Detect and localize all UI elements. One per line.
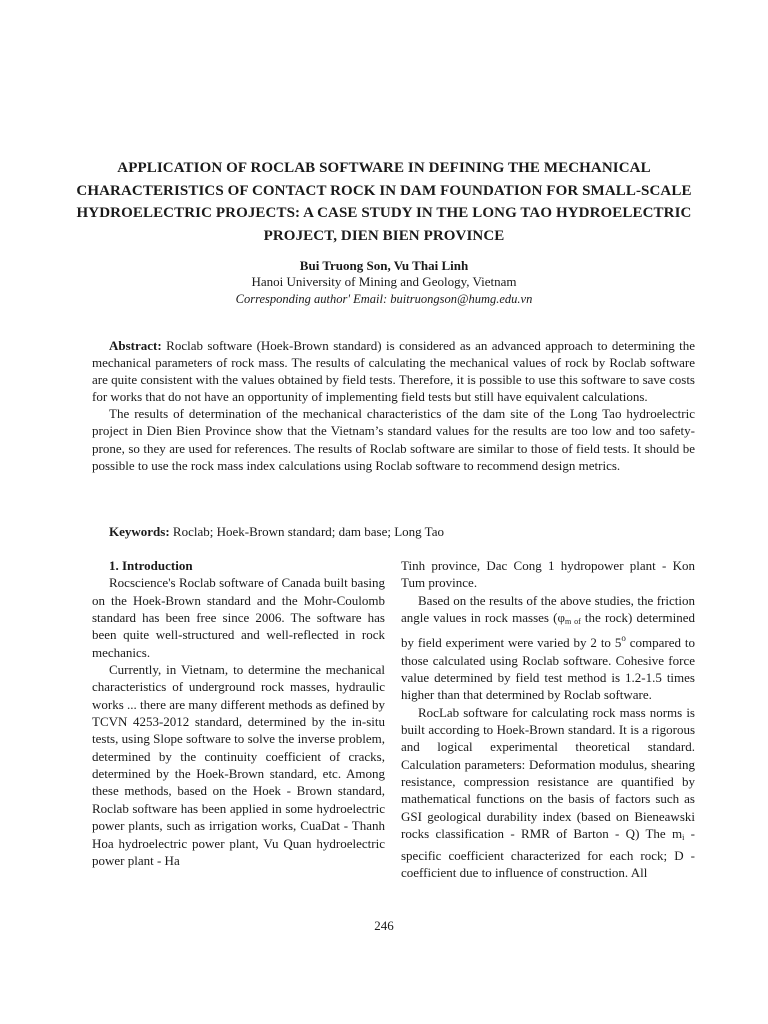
body-column-right: [401, 557, 695, 881]
paper-title: APPLICATION OF ROCLAB SOFTWARE IN DEFINING THE MECHANICAL CHARACTERISTICS OF CONTACT ROCK IN DAM FOUNDATION FOR SMALL-SCALE HYDROELECTRIC PROJECTS: A CASE STUDY IN THE LONG TAO HYDROELECTRIC PROJECT, DIEN BIEN PROVINCE: [76, 160, 692, 244]
body-paragraph: Currently, in Vietnam, to determine the mechanical characteristics of underground rock masses, hydraulic works ... there are many different methods as defined by TCVN 4253-2012 standard, determined by the in-situ tests, using Slope software to solve the inverse problem, determined by the continuity coefficient of cracks, determined by the Hoek-Brown standard, etc. Among these methods, based on the Hoek - Brown standard, Roclab software has been applied in some hydroelectric power plants, such as irrigation works, CuaDat - Thanh Hoa hydroelectric power plant, Vu Quan hydroelectric power plant - Ha: [92, 662, 385, 868]
abstract-paragraph-1: [92, 337, 695, 405]
abstract-text-1: Roclab software (Hoek-Brown standard) is considered as an advanced approach to determining the mechanical parameters of rock mass. The results of calculating the mechanical values of rock by Roclab software are quite consistent with the values obtained by field tests. Therefore, it is possible to use this software to save costs for works that do not have an opportunity of implementing field tests but still have equivalent calculations.: [92, 338, 695, 405]
subscript: m of: [564, 617, 581, 627]
text-run: 5: [614, 635, 622, 651]
degree-superscript: o: [621, 633, 626, 644]
text-run: - specific coefficient characterized for each rock; D - coefficient due to influence of construction. All: [401, 826, 695, 880]
section-heading-introduction: 1. Introduction: [109, 558, 193, 573]
text-run: RocLab software for calculating rock mass norms is built according to Hoek-Brown standard. It is a rigorous and logical experimental theoretical standard. Calculation parameters: Deformation modulus, shearing resistance, compression resistance are quantified by mathematical functions on the basis of factors such as GSI geological durability index (based on Bieneawski rocks classification - RMR of Barton - Q) The m: [401, 704, 695, 842]
abstract: [92, 337, 695, 474]
body-paragraph: [401, 592, 695, 704]
paper-affiliation: Hanoi University of Mining and Geology, Vietnam: [251, 274, 517, 289]
keywords: [92, 523, 695, 540]
body-column-left: [92, 557, 385, 869]
body-paragraph: [401, 704, 695, 881]
subscript: i: [682, 833, 685, 843]
body-paragraph: Tinh province, Dac Cong 1 hydropower plant - Kon Tum province.: [401, 558, 695, 591]
text-run: compared to those calculated using Roclab software. Cohesive force value determined by field test method is 1.2-1.5 times higher than that determined by Roclab software.: [401, 635, 695, 703]
text-run: the rock) determined by field experiment were varied by 2 to: [401, 610, 695, 651]
keywords-label: Keywords:: [109, 524, 170, 539]
corresponding-author-email: Corresponding author' Email: buitruongson@humg.edu.vn: [235, 292, 533, 306]
keywords-text: Roclab; Hoek-Brown standard; dam base; Long Tao: [169, 524, 444, 539]
abstract-paragraph-2: The results of determination of the mechanical characteristics of the dam site of the Long Tao hydroelectric project in Dien Bien Province show that the Vietnam’s standard values for the results are too low and too safety-prone, so they are used for references. The results of Roclab software are similar to those of field tests. It should be possible to use the rock mass index calculations using Roclab software to recommend design metrics.: [92, 406, 695, 473]
page-number: 246: [374, 918, 394, 933]
abstract-label: Abstract:: [109, 338, 162, 353]
paper-authors: Bui Truong Son, Vu Thai Linh: [299, 258, 469, 273]
text-run: Based on the results of the above studies, the friction angle values in rock masses (φ: [401, 592, 695, 626]
body-paragraph: Rocscience's Roclab software of Canada built basing on the Hoek-Brown standard and the Mohr-Coulomb standard has been free since 2006. The software has been quite well-structured and well-reflected in rock mechanics.: [92, 575, 385, 660]
